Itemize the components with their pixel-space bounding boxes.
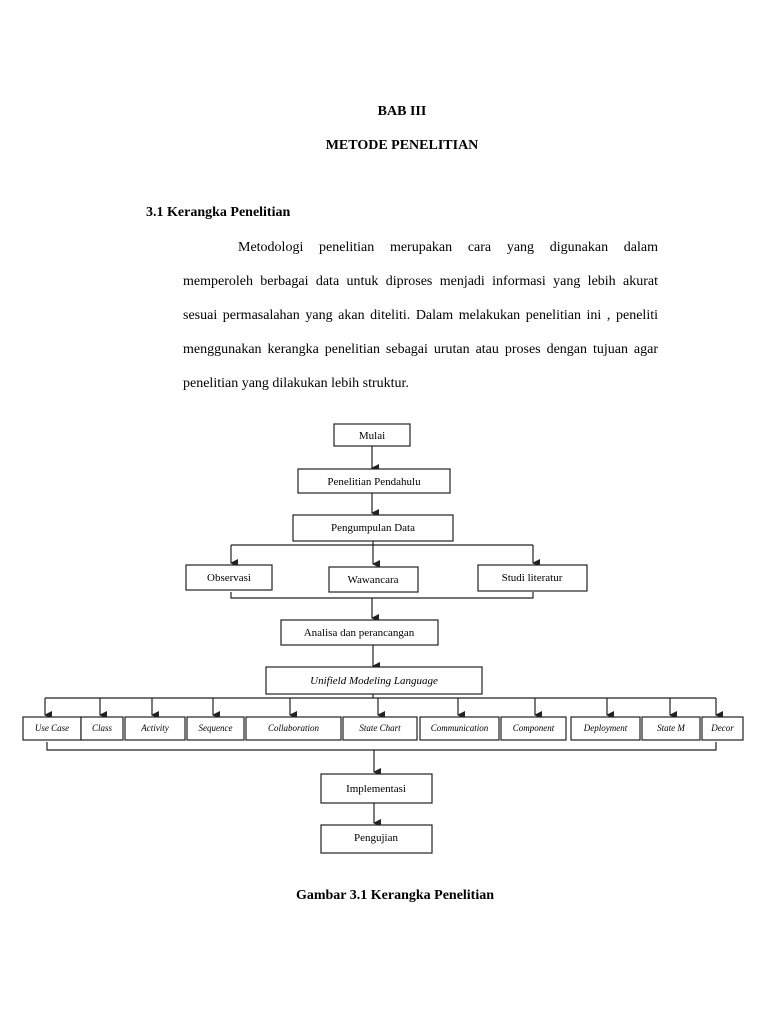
uml-diagram-box (246, 717, 341, 740)
wawancara-label: Wawancara (347, 574, 399, 586)
uml-diagram-box (420, 717, 499, 740)
uml-diagram-label: Sequence (198, 723, 233, 733)
section-heading: 3.1 Kerangka Penelitian (146, 205, 291, 220)
penelitian-pendahulu-node (298, 469, 450, 493)
uml-node (266, 667, 482, 694)
figure-caption: Gambar 3.1 Kerangka Penelitian (295, 888, 495, 903)
uml-diagram-box (125, 717, 185, 740)
analisa-node (281, 620, 438, 645)
observasi-node (186, 565, 272, 590)
uml-diagram-label: Activity (141, 723, 169, 733)
pengumpulan-data-node (293, 515, 453, 541)
uml-diagram-box (343, 717, 417, 740)
mulai-node (334, 424, 410, 446)
uml-diagram-box (642, 717, 700, 740)
uml-diagram-box (501, 717, 566, 740)
merge-bracket-collection (231, 592, 533, 598)
body-paragraph: Metodologi penelitian merupakan cara yang digunakan dalam memperoleh berbagai data untuk diproses menjadi informasi yang lebih akurat sesuai permasalahan yang akan diteliti. Dalam melakukan penelitian ini , peneliti menggunakan kerangka penelitian sebagai urutan atau proses dengan tujuan agar penelitian yang dilakukan lebih struktur. (183, 240, 658, 391)
uml-diagram-label: Collaboration (267, 723, 320, 733)
uml-diagram-label: Use Case (34, 723, 70, 733)
wawancara-node (329, 567, 418, 592)
uml-diagram-label: State Chart (359, 723, 401, 733)
uml-diagram-label: Communication (430, 723, 489, 733)
penelitian-pendahulu-label: Penelitian Pendahulu (327, 476, 421, 488)
implementasi-node (321, 774, 432, 803)
uml-label: Unifield Modeling Language (310, 675, 438, 687)
uml-diagram-box (571, 717, 640, 740)
chapter-heading: BAB III (377, 104, 427, 119)
observasi-label: Observasi (207, 572, 251, 584)
implementasi-label: Implementasi (346, 783, 406, 795)
studi-literatur-label: Studi literatur (501, 572, 563, 584)
uml-diagram-box (187, 717, 244, 740)
uml-diagram-label: Class (91, 723, 113, 733)
uml-diagram-label: Component (512, 723, 555, 733)
uml-diagram-label: Deployment (583, 723, 628, 733)
studi-literatur-node (478, 565, 587, 591)
pengujian-node (321, 825, 432, 853)
analisa-label: Analisa dan perancangan (303, 627, 415, 639)
uml-diagram-box (702, 717, 743, 740)
uml-diagram-box (81, 717, 123, 740)
mulai-label: Mulai (358, 430, 386, 442)
uml-diagram-row (23, 698, 743, 740)
uml-diagram-box (23, 717, 81, 740)
merge-bracket-diagrams (47, 742, 716, 750)
pengujian-label: Pengujian (354, 832, 398, 844)
uml-diagram-label: State M (657, 723, 685, 733)
chapter-title: METODE PENELITIAN (325, 138, 479, 153)
pengumpulan-data-label: Pengumpulan Data (330, 522, 416, 534)
uml-diagram-label: Decor (711, 723, 734, 733)
